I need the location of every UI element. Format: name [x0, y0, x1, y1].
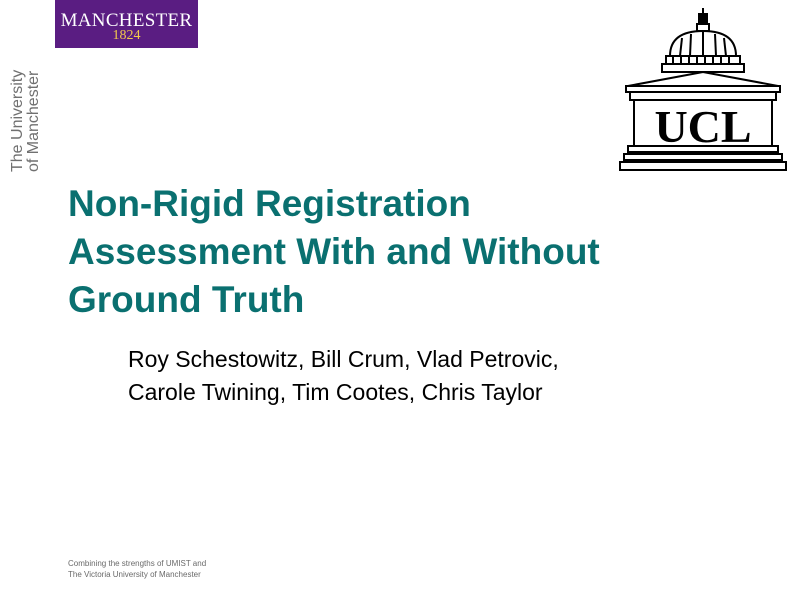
university-wordmark-line2: of Manchester [25, 70, 42, 172]
ucl-logo-text: UCL [654, 101, 752, 152]
ucl-logo [618, 6, 788, 176]
slide-title-line: Assessment With and Without [68, 231, 600, 272]
slide-title [68, 180, 668, 324]
manchester-logo [55, 0, 198, 48]
footer-tagline [68, 558, 328, 580]
slide-title-line: Non-Rigid Registration [68, 183, 471, 224]
footer-tagline-line: Combining the strengths of UMIST and [68, 559, 207, 568]
manchester-logo-year: 1824 [112, 28, 141, 43]
author-list-line: Carole Twining, Tim Cootes, Chris Taylor [128, 379, 543, 405]
manchester-logo-name: MANCHESTER [60, 10, 193, 31]
slide-title-line: Ground Truth [68, 279, 305, 320]
author-list [128, 343, 688, 409]
author-list-line: Roy Schestowitz, Bill Crum, Vlad Petrovic, [128, 346, 559, 372]
university-wordmark [10, 48, 58, 172]
footer-tagline-line: The Victoria University of Manchester [68, 570, 201, 579]
university-wordmark-line1: The University [9, 69, 26, 172]
